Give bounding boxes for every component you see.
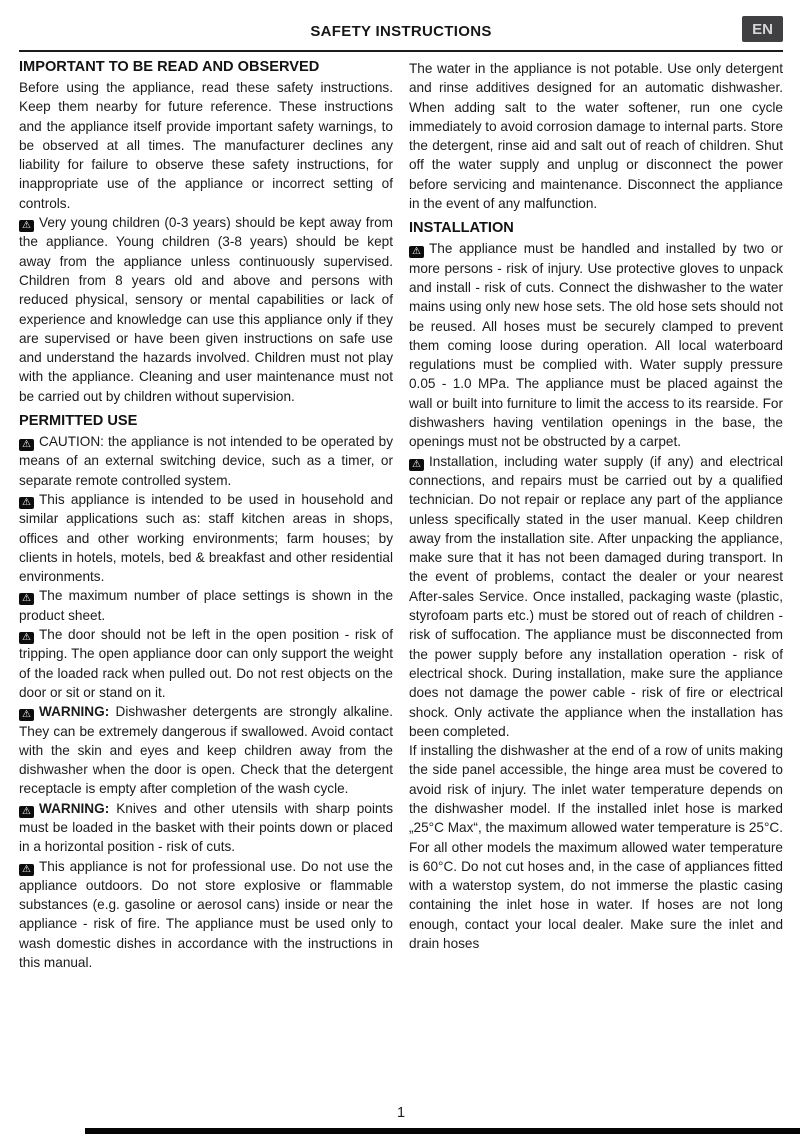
paragraph: ⚠ This appliance is not for professional use. Do not use the appliance outdoors. Do not store explosive or flammable substances (e.g. gasoline or aerosol cans) inside or near the appliance - risk of fire. The appliance must be used only to wash domestic dishes in accordance with the instructions in this manual.: [19, 858, 393, 971]
paragraph: ⚠ CAUTION: the appliance is not intended to be operated by means of an external switching device, such as a timer, or separate remote controlled system.: [19, 434, 393, 488]
warning-icon: ⚠: [19, 632, 34, 644]
paragraph: ⚠ Very young children (0-3 years) should be kept away from the appliance. Young children (3-8 years) should be kept away from the appliance unless continuously supervised. Children from 8 years old and above and persons with reduced physical, sensory or mental capabilities or lack of experience and knowledge can use this appliance only if they are supervised or have been given instructions on safe use and understand the hazards involved. Children must not play with the appliance. Cleaning and user maintenance must not be carried out by children without supervision.: [19, 215, 393, 404]
right-column: [409, 59, 783, 972]
paragraph: ⚠ WARNING: Knives and other utensils with sharp points must be loaded in the basket with their points down or placed in a horizontal position - risk of cuts.: [19, 800, 393, 855]
warning-icon: ⚠: [19, 439, 34, 451]
header-divider: [19, 50, 783, 52]
page-edge-bar: [85, 1128, 800, 1134]
paragraph: ⚠ The maximum number of place settings is shown in the product sheet.: [19, 588, 393, 623]
warning-icon: ⚠: [409, 246, 424, 258]
warning-icon: ⚠: [19, 806, 34, 818]
warning-icon: ⚠: [19, 593, 34, 605]
section-heading: PERMITTED USE: [19, 413, 138, 430]
language-badge: EN: [742, 16, 783, 42]
paragraph: Before using the appliance, read these safety instructions. Keep them nearby for future reference. These instructions and the appliance itself provide important safety warnings, to be observed at all times. The manufacturer declines any liability for failure to observe these safety instructions, for inappropriate use of the appliance or incorrect setting of controls.: [19, 80, 393, 211]
left-column: [19, 59, 393, 972]
text-columns: [19, 59, 783, 972]
page-title: SAFETY INSTRUCTIONS: [310, 23, 492, 40]
warning-prefix: WARNING:: [39, 800, 117, 816]
warning-icon: ⚠: [19, 864, 34, 876]
paragraph: ⚠ Installation, including water supply (if any) and electrical connections, and repairs must be carried out by a qualified technician. Do not repair or replace any part of the appliance unless specifically stated in the user manual. Keep children away from the installation site. After unpacking the appliance, make sure that it has not been damaged during transport. In the event of problems, contact the dealer or your nearest After-sales Service. Once installed, packaging waste (plastic, styrofoam parts etc.) must be stored out of reach of children - risk of suffocation. The appliance must be disconnected from the power supply before any installation operation - risk of electrical shock. During installation, make sure the appliance does not damage the power cable - risk of fire or electrical shock. Only activate the appliance when the installation has been completed.: [409, 453, 783, 739]
warning-prefix: WARNING:: [39, 704, 116, 720]
warning-icon: ⚠: [409, 459, 424, 471]
paragraph: The water in the appliance is not potable. Use only detergent and rinse additives designed for an automatic dishwasher. When adding salt to the water softener, run one cycle immediately to avoid corrosion damage to internal parts. Store the detergent, rinse aid and salt out of reach of children. Shut off the water supply and unplug or disconnect the power before servicing and maintenance. Disconnect the appliance in the event of any malfunction.: [409, 61, 784, 212]
warning-icon: ⚠: [19, 497, 34, 509]
page-number: 1: [396, 1105, 406, 1121]
paragraph: ⚠ The appliance must be handled and installed by two or more persons - risk of injury. Use protective gloves to unpack and install - risk of cuts. Connect the dishwasher to the water mains using only new hose sets. The old hose sets should not be reused. All hoses must be securely clamped to prevent them coming loose during operation. All local waterboard regulations must be complied with. Water supply pressure 0.05 - 1.0 MPa. The appliance must be placed against the wall or built into furniture to limit the access to its rearside. For dishwashers having ventilation openings in the base, the openings must not be obstructed by a carpet.: [409, 241, 783, 450]
paragraph: ⚠ WARNING: Dishwasher detergents are strongly alkaline. They can be extremely dangerous if swallowed. Avoid contact with the skin and eyes and keep children away from the dishwasher when the door is open. Check that the detergent receptacle is empty after completion of the wash cycle.: [19, 704, 393, 797]
warning-icon: ⚠: [19, 220, 34, 232]
section-heading: IMPORTANT TO BE READ AND OBSERVED: [19, 59, 320, 75]
warning-icon: ⚠: [19, 709, 34, 721]
page-header: [19, 16, 783, 50]
paragraph: If installing the dishwasher at the end of a row of units making the side panel accessible, the hinge area must be covered to avoid risk of injury. The inlet water temperature depends on the dishwasher model. If the installed inlet hose is marked „25°C Max“, the maximum allowed water temperature is 25°C. For all other models the maximum allowed water temperature is 60°C. Do not cut hoses and, in the case of appliances fitted with a waterstop system, do not immerse the plastic casing containing the inlet hose in water. If hoses are not long enough, contact your local dealer. Make sure the inlet and drain hoses: [409, 743, 783, 952]
section-heading: INSTALLATION: [409, 220, 514, 237]
paragraph: ⚠ This appliance is intended to be used in household and similar applications such as: staff kitchen areas in shops, offices and other working environments; farm houses; by clients in hotels, motels, bed & breakfast and other residential environments.: [19, 491, 393, 585]
paragraph: ⚠ The door should not be left in the open position - risk of tripping. The open appliance door can only support the weight of the loaded rack when pulled out. Do not rest objects on the door or sit or stand on it.: [19, 627, 393, 700]
